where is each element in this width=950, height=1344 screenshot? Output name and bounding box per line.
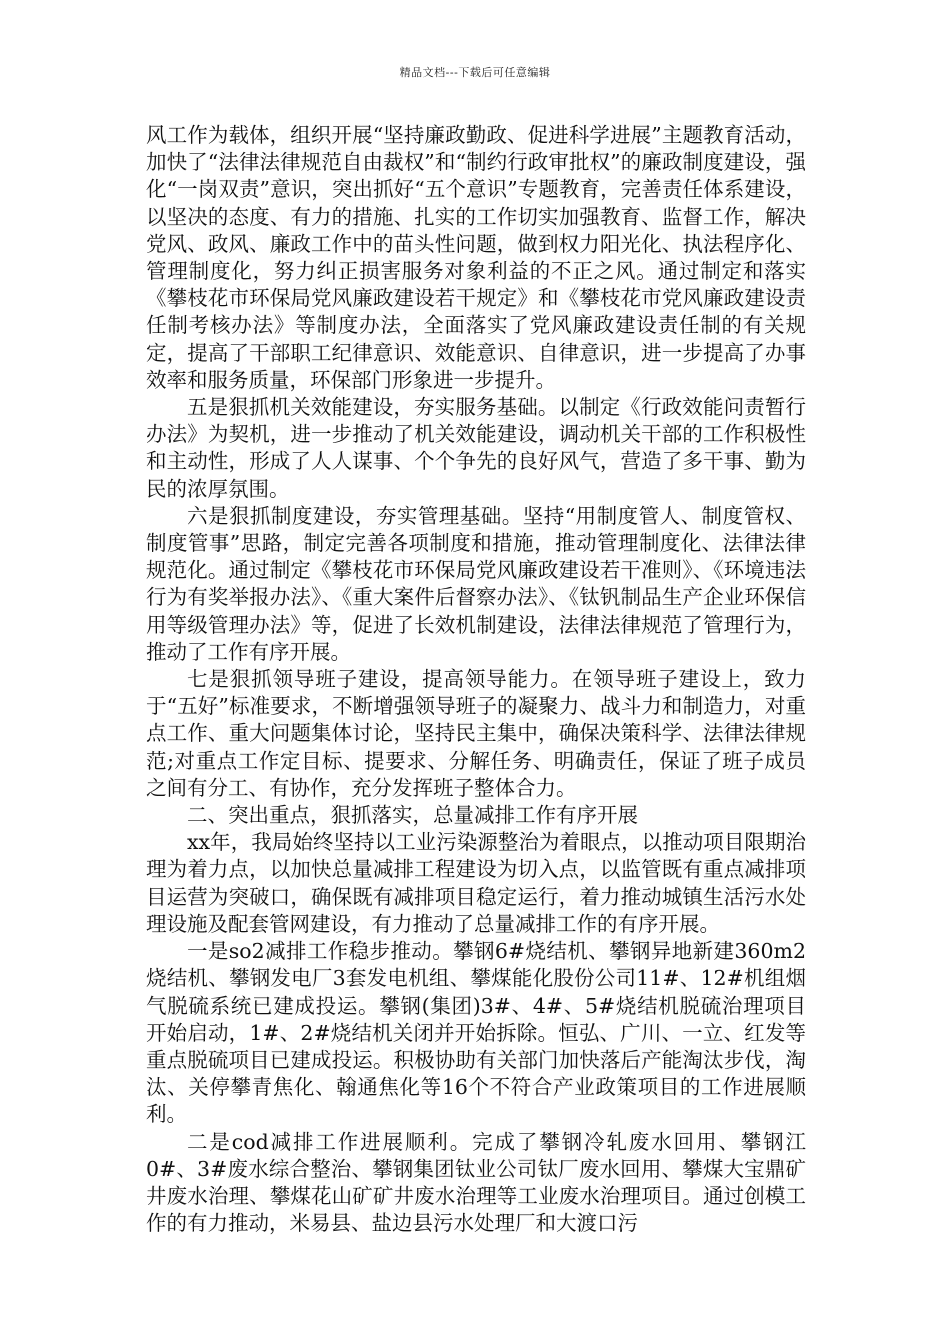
paragraph-3: 六是狠抓制度建设，夯实管理基础。坚持“用制度管人、制度管权、制度管事”思路，制定完善各项制度和措施，推动管理制度化、法律法律规范化。通过制定《攀枝花市环保局党风廉政建设若干准则》、《环境违法行为有奖举报办法》、《重大案件后督察办法》、《钛钒制品生产企业环保信用等级管理办法》等，促进了长效机制建设，法律法律规范了管理行为，推动了工作有序开展。 bbox=[146, 503, 806, 664]
section-heading: 二、突出重点，狠抓落实，总量减排工作有序开展 bbox=[187, 803, 638, 828]
paragraph-1: 风工作为载体，组织开展“坚持廉政勤政、促进科学进展”主题教育活动，加快了“法律法律规范自由裁权”和“制约行政审批权”的廉政制度建设，强化“一岗双责”意识，突出抓好“五个意识”专题教育，完善责任体系建设，以坚决的态度、有力的措施、扎实的工作切实加强教育、监督工作，解决党风、政风、廉政工作中的苗头性问题，做到权力阳光化、执法程序化、管理制度化，努力纠正损害服务对象利益的不正之风。通过制定和落实《攀枝花市环保局党风廉政建设若干规定》和《攀枝花市党风廉政建设责任制考核办法》等制度办法，全面落实了党风廉政建设责任制的有关规定，提高了干部职工纪律意识、效能意识、自律意识，进一步提高了办事效率和服务质量，环保部门形象进一步提升。 bbox=[146, 123, 806, 392]
page-header: 精品文档---下载后可任意编辑 bbox=[399, 66, 551, 79]
document-body bbox=[146, 122, 806, 1237]
paragraph-2: 五是狠抓机关效能建设，夯实服务基础。以制定《行政效能问责暂行办法》为契机，进一步推动了机关效能建设，调动机关干部的工作积极性和主动性，形成了人人谋事、个个争先的良好风气，营造了多干事、勤为民的浓厚氛围。 bbox=[146, 395, 806, 501]
paragraph-4: 七是狠抓领导班子建设，提高领导能力。在领导班子建设上，致力于“五好”标准要求，不断增强领导班子的凝聚力、战斗力和制造力，对重点工作、重大问题集体讨论，坚持民主集中，确保决策科学、法律法律规范;对重点工作定目标、提要求、分解任务、明确责任，保证了班子成员之间有分工、有协作，充分发挥班子整体合力。 bbox=[146, 667, 806, 800]
paragraph-6: 一是so2减排工作稳步推动。攀钢6#烧结机、攀钢异地新建360m2烧结机、攀钢发电厂3套发电机组、攀煤能化股份公司11#、12#机组烟气脱硫系统已建成投运。攀钢(集团)3#、4#、5#烧结机脱硫治理项目开始启动，1#、2#烧结机关闭并开始拆除。恒弘、广川、一立、红发等重点脱硫项目已建成投运。积极协助有关部门加快落后产能淘汰步伐，淘汰、关停攀青焦化、翰通焦化等16个不符合产业政策项目的工作进展顺利。 bbox=[146, 939, 806, 1127]
paragraph-7: 二是cod减排工作进展顺利。完成了攀钢冷轧废水回用、攀钢江0#、3#废水综合整治、攀钢集团钛业公司钛厂废水回用、攀煤大宝鼎矿井废水治理、攀煤花山矿矿井废水治理等工业废水治理项目。通过创模工作的有力推动，米易县、盐边县污水处理厂和大渡口污 bbox=[146, 1129, 806, 1236]
paragraph-5: xx年，我局始终坚持以工业污染源整治为着眼点，以推动项目限期治理为着力点，以加快总量减排工程建设为切入点，以监管既有重点减排项目运营为突破口，确保既有减排项目稳定运行，着力推动城镇生活污水处理设施及配套管网建设，有力推动了总量减排工作的有序开展。 bbox=[146, 830, 806, 936]
